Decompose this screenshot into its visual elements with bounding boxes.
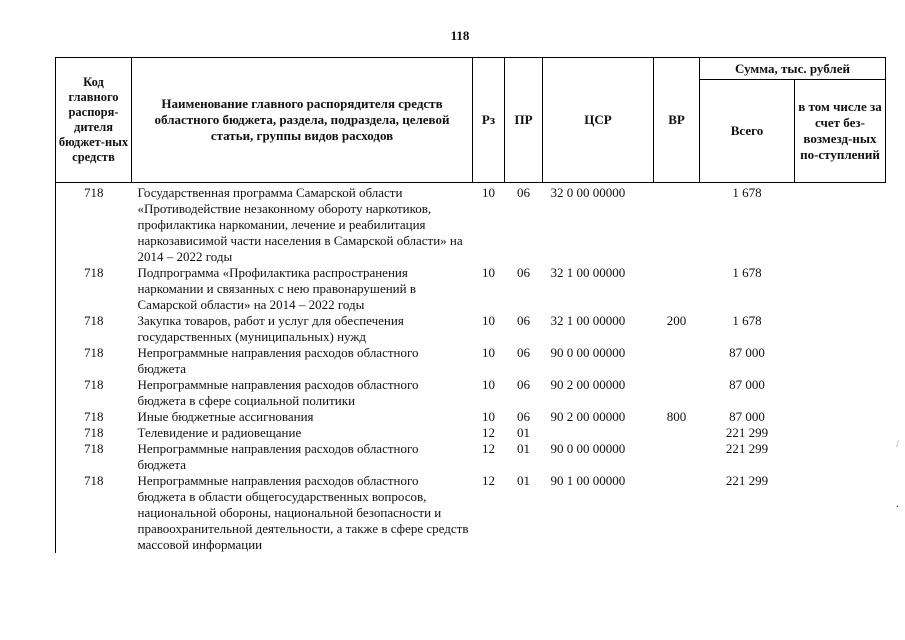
row-pr: 06 [517,185,530,200]
row-csr: 90 0 00 00000 [550,345,626,360]
row-rz: 12 [482,425,495,440]
row-code: 718 [84,473,104,488]
table-row [56,441,886,473]
row-total: 221 299 [725,425,769,440]
row-vr [654,441,700,473]
row-name: Непрограммные направления расходов областного бюджета [137,345,419,376]
row-vr [654,425,700,441]
row-pr: 01 [517,425,530,440]
row-vr [654,265,700,313]
row-name: Иные бюджетные ассигнования [137,409,314,424]
row-csr: 90 1 00 00000 [550,473,626,488]
header-pr: ПР [505,58,543,183]
row-rz: 10 [482,409,495,424]
row-free [795,473,886,553]
row-code: 718 [84,345,104,360]
row-rz: 10 [482,377,495,392]
row-free [795,425,886,441]
row-csr: 32 1 00 00000 [550,265,626,280]
row-vr [654,183,700,266]
row-total: 221 299 [725,473,769,488]
header-code: Код главного распоря-дителя бюджет-ных средств [56,58,132,183]
row-free [795,345,886,377]
row-rz: 10 [482,345,495,360]
row-code: 718 [84,313,104,328]
row-rz: 12 [482,441,495,456]
row-csr: 32 0 00 00000 [550,185,626,200]
page-number: 118 [450,28,470,43]
table-body [56,183,886,554]
row-total: 87 000 [729,345,765,360]
row-total: 1 678 [732,313,762,328]
table-header [56,58,886,183]
row-name: Непрограммные направления расходов областного бюджета в области общегосударственных вопросов, национальной обороны, национальной безопасности и правоохранительной деятельности, а также в сфере средств массовой информации [137,473,469,552]
table-row [56,313,886,345]
row-free [795,409,886,425]
row-csr [543,425,654,441]
row-name: Государственная программа Самарской области «Противодействие незаконному обороту наркотиков, профилактика наркомании, лечение и реабилитация наркозависимой части населения в Самарской области» на 2014 – 2022 годы [137,185,463,264]
budget-table [55,57,886,553]
table-row [56,345,886,377]
row-pr: 06 [517,345,530,360]
row-csr: 90 2 00 00000 [550,409,626,424]
table-row [56,265,886,313]
row-vr: 800 [666,409,687,424]
row-pr: 06 [517,409,530,424]
row-code: 718 [84,265,104,280]
row-free [795,183,886,266]
row-total: 87 000 [729,409,765,424]
row-rz: 10 [482,313,495,328]
row-pr: 06 [517,377,530,392]
row-name: Телевидение и радиовещание [137,425,302,440]
table-row [56,409,886,425]
row-free [795,377,886,409]
header-free: в том числе за счет без-возмезд-ных по-ступлений [795,80,886,183]
row-rz: 12 [482,473,495,488]
row-rz: 10 [482,185,495,200]
row-name: Непрограммные направления расходов областного бюджета [137,441,419,472]
header-vr: ВР [654,58,700,183]
row-vr [654,473,700,553]
row-code: 718 [84,409,104,424]
header-total: Всего [700,80,795,183]
row-pr: 06 [517,313,530,328]
row-name: Закупка товаров, работ и услуг для обеспечения государственных (муниципальных) нужд [137,313,404,344]
row-name: Подпрограмма «Профилактика распространения наркомании и связанных с нею правонарушений в Самарской области» на 2014 – 2022 годы [137,265,416,312]
row-pr: 06 [517,265,530,280]
row-vr [654,377,700,409]
row-rz: 10 [482,265,495,280]
row-vr: 200 [666,313,687,328]
row-total: 221 299 [725,441,769,456]
row-csr: 90 2 00 00000 [550,377,626,392]
row-name: Непрограммные направления расходов областного бюджета в сфере социальной политики [137,377,419,408]
row-total: 1 678 [732,265,762,280]
scan-mark: / [896,438,900,450]
row-free [795,313,886,345]
row-total: 1 678 [732,185,762,200]
row-free [795,441,886,473]
row-pr: 01 [517,441,530,456]
row-code: 718 [84,441,104,456]
table-row [56,183,886,266]
row-code: 718 [84,425,104,440]
row-code: 718 [84,377,104,392]
table-row [56,473,886,553]
row-total: 87 000 [729,377,765,392]
table-row [56,425,886,441]
row-pr: 01 [517,473,530,488]
row-csr: 90 0 00 00000 [550,441,626,456]
scan-mark: . [896,498,899,510]
header-csr: ЦСР [543,58,654,183]
header-sum-group: Сумма, тыс. рублей [700,58,886,80]
row-free [795,265,886,313]
row-code: 718 [84,185,104,200]
header-name: Наименование главного распорядителя средств областного бюджета, раздела, подраздела, целевой статьи, группы видов расходов [132,58,473,183]
header-rz: Рз [473,58,505,183]
row-csr: 32 1 00 00000 [550,313,626,328]
table-row [56,377,886,409]
row-vr [654,345,700,377]
